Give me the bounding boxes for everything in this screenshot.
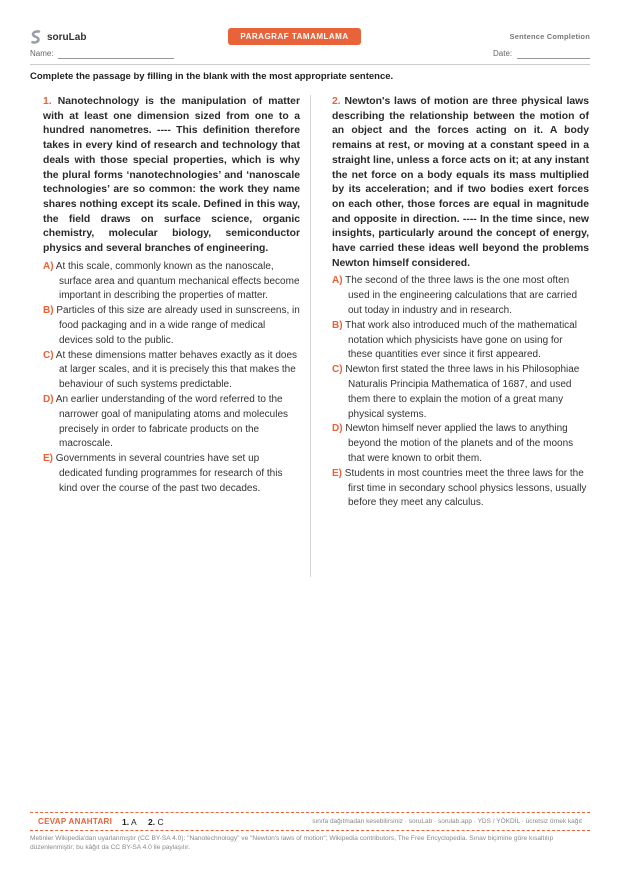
answer-options bbox=[43, 260, 300, 497]
option-b[interactable] bbox=[332, 319, 589, 363]
answer-key-answers bbox=[122, 817, 164, 827]
credits-text: Metinler Wikipedia'dan uyarlanmıştır (CC BY-SA 4.0): "Nanotechnology" ve "Newton's laws of motion"; Wikipedia contributors, The Free Encyclopedia. Sınav biçimine göre kısaltılıp düzenlenmiştir; bu kâğıt da CC BY-SA 4.0 ile paylaşılır. bbox=[30, 835, 554, 851]
date-field[interactable] bbox=[517, 58, 590, 59]
option-text: At these dimensions matter behaves exactly as it does at larger scales, and it is precisely this that makes the behaviour of such systems predictable. bbox=[55, 349, 298, 391]
answer-key-title: CEVAP ANAHTARI bbox=[38, 817, 113, 826]
passage-text: Nanotechnology is the manipulation of matter with at least one dimension sized from one to a hundred nanometres. ---- This definition therefore takes in every kind of research and technology that deals with those special properties, which is why the plural forms ‘nanotechnologies’ and ‘nanoscale technologies’ are so common: the work they name shares nothing except its scale. Defined in this way, the field draws on surface science, organic chemistry, molecular biology, semiconductor physics and several branches of engineering. bbox=[43, 96, 300, 255]
option-text: At this scale, commonly known as the nanoscale, surface area and quantum mechanical effects become important in describing the properties of matter. bbox=[55, 260, 300, 302]
option-letter: A) bbox=[43, 260, 54, 272]
option-text: That work also introduced much of the mathematical notation which physicists have gone on using for these quantities ever since it first appeared. bbox=[345, 319, 577, 361]
option-d[interactable] bbox=[332, 422, 589, 466]
option-a[interactable] bbox=[43, 260, 300, 304]
answer-key-note: sınıfa dağıtmadan kesebilirsiniz · soruLab · sorulab.app · YDS / YÖKDİL · ücretsiz örnek kağıt bbox=[312, 818, 582, 825]
question-number: 1. bbox=[43, 96, 52, 107]
answer-number: 1. bbox=[122, 817, 130, 827]
option-letter: A) bbox=[332, 275, 343, 287]
option-letter: D) bbox=[43, 393, 54, 405]
answer-options bbox=[332, 274, 589, 511]
page-header bbox=[30, 28, 590, 48]
option-letter: C) bbox=[43, 349, 54, 361]
answer-value: A bbox=[131, 817, 137, 827]
brand bbox=[30, 30, 86, 44]
header-divider bbox=[30, 64, 590, 65]
answer-number: 2. bbox=[148, 817, 156, 827]
option-a[interactable] bbox=[332, 274, 589, 318]
instruction: Complete the passage by filling in the blank with the most appropriate sentence. bbox=[30, 71, 394, 82]
option-text: Newton himself never applied the laws to anything beyond the motion of the planets and of the moons that were known to orbit them. bbox=[345, 423, 574, 464]
option-letter: B) bbox=[332, 319, 343, 331]
option-text: The second of the three laws is the one most often used in the engineering calculations that are carried out today in industry and in research. bbox=[345, 275, 578, 317]
option-text: Particles of this size are already used in sunscreens, in food packaging and in a wide range of medical devices sold to the public. bbox=[56, 305, 300, 346]
option-letter: E) bbox=[332, 467, 342, 479]
column-divider bbox=[310, 95, 311, 577]
answer-key bbox=[30, 812, 590, 831]
option-letter: E) bbox=[43, 453, 53, 465]
option-letter: B) bbox=[43, 305, 54, 317]
question-passage bbox=[43, 95, 300, 257]
option-text: An earlier understanding of the word referred to the narrower goal of manipulating atoms and molecules precisely in order to fabricate products on the macroscale. bbox=[55, 393, 289, 450]
sorulab-logo-icon bbox=[30, 30, 42, 44]
option-text: Newton first stated the three laws in his Philosophiae Naturalis Principia Mathematica of 1687, and used them there to explain the motion of a great many physical systems. bbox=[345, 364, 580, 420]
option-e[interactable] bbox=[332, 467, 589, 511]
question-2 bbox=[332, 95, 589, 511]
subject-label: Sentence Completion bbox=[509, 32, 590, 41]
option-letter: D) bbox=[332, 423, 343, 435]
question-passage bbox=[332, 95, 589, 271]
option-letter: C) bbox=[332, 364, 343, 376]
option-c[interactable] bbox=[332, 363, 589, 422]
option-b[interactable] bbox=[43, 304, 300, 348]
name-field[interactable] bbox=[58, 58, 174, 59]
option-c[interactable] bbox=[43, 349, 300, 393]
option-e[interactable] bbox=[43, 452, 300, 496]
date-label: Date: bbox=[493, 49, 513, 58]
question-number: 2. bbox=[332, 96, 341, 107]
name-label: Name: bbox=[30, 49, 54, 58]
passage-text: Newton's laws of motion are three physical laws describing the relationship between the motion of an object and the forces acting on it. A body remains at rest, or moving at a constant speed in a straight line, unless a force acts on it; at any instant the net force on a body equals its mass multiplied by its acceleration; and if two bodies exert forces on each other, those forces are equal in magnitude and opposite in direction. ---- In the time since, new insights, particularly around the concept of energy, have carried these ideas well beyond the problems Newton himself considered. bbox=[332, 96, 589, 269]
brand-name: soruLab bbox=[47, 31, 87, 43]
answer-value: C bbox=[157, 817, 164, 827]
option-text: Governments in several countries have set up dedicated funding programmes for research of this kind over the course of the past two decades. bbox=[55, 453, 283, 494]
option-d[interactable] bbox=[43, 393, 300, 452]
question-1 bbox=[43, 95, 300, 496]
name-date-row bbox=[30, 48, 590, 62]
option-text: Students in most countries meet the three laws for the first time in secondary school physics lessons, usually before they meet any calculus. bbox=[344, 467, 587, 509]
section-badge: PARAGRAF TAMAMLAMA bbox=[228, 28, 361, 45]
